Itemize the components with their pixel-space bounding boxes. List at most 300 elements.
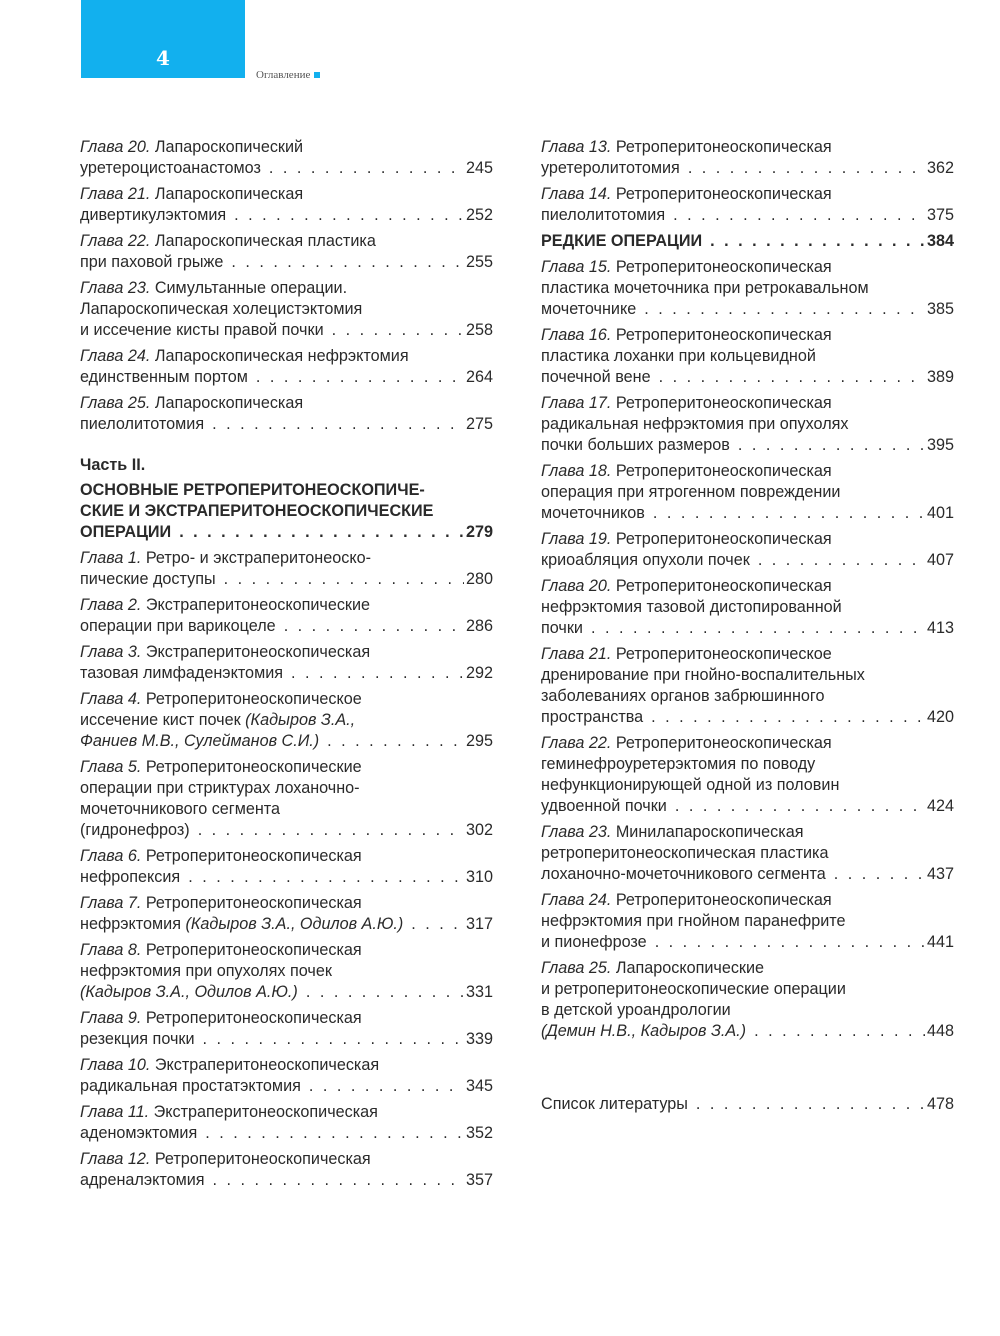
toc-line-text (80, 158, 261, 179)
toc-entry[interactable] (80, 1008, 493, 1050)
line-text: Ретроперитонеоскопическая (141, 941, 362, 959)
dot-leader (198, 820, 464, 841)
dot-leader (696, 1094, 925, 1115)
line-text: почечной вене (541, 368, 651, 386)
toc-entry[interactable] (80, 1149, 493, 1191)
toc-line-text (80, 300, 362, 318)
line-text: Лапароскопическая холецистэктомия (80, 300, 363, 318)
dot-leader (224, 569, 464, 590)
toc-entry[interactable] (80, 893, 493, 935)
line-text: уретеролитотомия (541, 159, 680, 177)
toc-entry[interactable] (541, 733, 954, 817)
line-text: пластика лоханки при кольцевидной (541, 347, 816, 365)
toc-line (541, 367, 954, 388)
page-ref: 317 (465, 915, 493, 933)
toc-line-text (541, 959, 764, 977)
chapter-label: Глава 19. (541, 530, 612, 548)
toc-line-text (80, 138, 303, 156)
toc-line (541, 686, 954, 707)
toc-line (80, 1102, 493, 1123)
line-text: операции при стриктурах лоханочно- (80, 779, 360, 797)
page-ref: 245 (465, 159, 493, 177)
toc-line-text (80, 779, 360, 797)
toc-line (80, 595, 493, 616)
line-text: Симультанные операции. (150, 279, 348, 297)
toc-entry[interactable] (80, 757, 493, 841)
toc-line-text (80, 914, 403, 935)
toc-entry[interactable] (541, 529, 954, 571)
toc-line-text (541, 755, 815, 773)
dot-leader (758, 550, 925, 571)
line-text: мочеточникового сегмента (80, 800, 281, 818)
toc-line (80, 893, 493, 914)
line-text: Ретроперитонеоскопические (141, 758, 362, 776)
chapter-label: Глава 7. (80, 894, 142, 912)
square-marker-icon (314, 72, 320, 78)
line-text: радикальная нефрэктомия при опухолях (541, 415, 849, 433)
toc-line (80, 569, 493, 590)
page-ref: 258 (465, 321, 493, 339)
line-text: аденомэктомия (80, 1124, 198, 1142)
toc-line (541, 137, 954, 158)
line-text: Лапароскопическая (150, 185, 304, 203)
line-text: Лапароскопическая пластика (150, 232, 376, 250)
page-ref: 292 (465, 664, 493, 682)
toc-line (541, 529, 954, 550)
toc-line-text (80, 616, 276, 637)
toc-line (541, 911, 954, 932)
toc-line-text (541, 462, 832, 480)
line-text: Лапароскопические (611, 959, 765, 977)
toc-line-text (80, 1103, 378, 1121)
toc-line-text (541, 158, 680, 179)
toc-line (80, 1076, 493, 1097)
line-text: почки (541, 619, 583, 637)
line-text: Ретроперитонеоскопическая (141, 1009, 362, 1027)
toc-line-text (541, 844, 829, 862)
line-text: дренирование при гнойно-воспалительных (541, 666, 865, 684)
toc-line (80, 710, 493, 731)
toc-entry[interactable] (80, 642, 493, 684)
toc-line-text (541, 618, 583, 639)
line-text: нефрэктомия при гнойном паранефрите (541, 912, 846, 930)
toc-entry[interactable] (541, 257, 954, 320)
toc-line (541, 299, 954, 320)
line-text: ОПЕРАЦИИ (80, 523, 172, 541)
toc-line (80, 961, 493, 982)
dot-leader (688, 158, 925, 179)
toc-line-text (541, 707, 643, 728)
chapter-label: Глава 10. (80, 1056, 151, 1074)
part-heading: Часть II. (80, 456, 146, 474)
dot-leader (644, 299, 925, 320)
toc-line-text (541, 776, 839, 794)
toc-line (80, 799, 493, 820)
line-text: геминефроуретерэктомия по поводу (541, 755, 816, 773)
line-text: Лапароскопический (150, 138, 304, 156)
toc-line-text (80, 522, 171, 543)
toc-line (80, 231, 493, 252)
toc-entry[interactable] (80, 480, 493, 543)
toc-entry[interactable] (541, 890, 954, 953)
chapter-label: Глава 12. (80, 1150, 151, 1168)
chapter-label: Глава 11. (80, 1103, 150, 1121)
toc-line-text (541, 864, 826, 885)
toc-line-text (80, 758, 362, 776)
line-text: Ретроперитонеоскопическая (611, 326, 832, 344)
toc-line (541, 707, 954, 728)
chapter-label: Глава 8. (80, 941, 142, 959)
toc-line (80, 731, 493, 752)
page-ref: 395 (926, 436, 954, 454)
page-number: 4 (156, 46, 170, 70)
toc-line (80, 642, 493, 663)
chapter-label: Глава 23. (541, 823, 612, 841)
toc-line (541, 932, 954, 953)
line-text: Ретроперитонеоскопическая (611, 577, 832, 595)
chapter-label: Глава 25. (80, 394, 151, 412)
toc-line (80, 1008, 493, 1029)
toc-line (80, 137, 493, 158)
toc-line-text (541, 577, 832, 595)
toc-line (541, 184, 954, 205)
toc-line (80, 846, 493, 867)
toc-line (541, 1021, 954, 1042)
line-text: Ретроперитонеоскопическая (611, 138, 832, 156)
toc-line-text (541, 394, 832, 412)
toc-line (541, 796, 954, 817)
toc-line-text (541, 891, 832, 909)
toc-entry[interactable] (80, 346, 493, 388)
chapter-label: Глава 2. (80, 596, 142, 614)
toc-line (541, 665, 954, 686)
chapter-label: Глава 25. (541, 959, 612, 977)
toc-entry[interactable] (541, 958, 954, 1042)
toc-line (541, 461, 954, 482)
dot-leader (234, 205, 464, 226)
toc-line-text (80, 414, 204, 435)
toc-entry[interactable] (541, 231, 954, 252)
dot-leader (651, 707, 925, 728)
toc-entry[interactable] (541, 576, 954, 639)
line-text: Ретроперитонеоскопическая (611, 891, 832, 909)
author-names: (Демин Н.В., Кадыров З.А.) (541, 1022, 747, 1040)
toc-line-text (80, 394, 303, 412)
toc-line-text (80, 643, 370, 661)
author-names: (Кадыров З.А., (245, 711, 356, 729)
line-text: Лапароскопическая нефрэктомия (150, 347, 409, 365)
toc-line (80, 501, 493, 522)
toc-entry[interactable] (541, 644, 954, 728)
line-text: мочеточников (541, 504, 645, 522)
line-text: Лапароскопическая (150, 394, 304, 412)
running-title (256, 69, 320, 81)
line-text: ОСНОВНЫЕ РЕТРОПЕРИТОНЕОСКОПИЧЕ- (80, 481, 425, 499)
line-text: нефрэктомия тазовой дистопированной (541, 598, 842, 616)
toc-line (541, 231, 954, 252)
chapter-label: Глава 15. (541, 258, 612, 276)
toc-line (80, 522, 493, 543)
toc-entry[interactable] (80, 846, 493, 888)
chapter-label: Глава 6. (80, 847, 142, 865)
author-names: (Кадыров З.А., Одилов А.Ю.) (80, 983, 298, 1001)
page-ref: 441 (926, 933, 954, 951)
toc-line-text (80, 232, 376, 250)
chapter-label: Глава 20. (541, 577, 612, 595)
author-names: (Кадыров З.А., Одилов А.Ю.) (185, 915, 404, 933)
author-names: Фаниев М.В., Сулейманов С.И.) (80, 732, 320, 750)
toc-entry[interactable] (541, 1094, 954, 1115)
toc-line-text (541, 503, 645, 524)
line-text: нефрэктомия при опухолях почек (80, 962, 332, 980)
toc-line-text (541, 435, 730, 456)
toc-line-text (80, 1009, 362, 1027)
line-text: операции при варикоцеле (80, 617, 276, 635)
chapter-label: Глава 13. (541, 138, 612, 156)
toc-line-text (80, 320, 324, 341)
toc-entry[interactable] (541, 184, 954, 226)
toc-line-text (80, 962, 332, 980)
toc-line-text (80, 502, 433, 520)
toc-entry[interactable] (80, 1102, 493, 1144)
page-ref: 420 (926, 708, 954, 726)
toc-line-text (541, 185, 832, 203)
page-ref: 339 (465, 1030, 493, 1048)
toc-line-text (80, 279, 347, 297)
toc-entry[interactable] (80, 184, 493, 226)
toc-line (541, 618, 954, 639)
toc-line-text (541, 367, 651, 388)
line-text: (гидронефроз) (80, 821, 190, 839)
toc-line-text (541, 550, 750, 571)
toc-line-text (80, 800, 280, 818)
toc-line (541, 1000, 954, 1021)
page-ref: 275 (465, 415, 493, 433)
toc-line-text (541, 823, 803, 841)
toc-line (541, 325, 954, 346)
toc-line-text (80, 252, 223, 273)
dot-leader (591, 618, 925, 639)
line-text: РЕДКИЕ ОПЕРАЦИИ (541, 232, 703, 250)
toc-line (541, 597, 954, 618)
toc-line (541, 482, 954, 503)
line-text: пространства (541, 708, 644, 726)
toc-entry[interactable] (80, 278, 493, 341)
toc-line (541, 257, 954, 278)
page-ref: 437 (926, 865, 954, 883)
toc-line (80, 940, 493, 961)
chapter-label: Глава 23. (80, 279, 151, 297)
toc-line-text (80, 481, 425, 499)
toc-line-text (80, 867, 180, 888)
toc-line-text (541, 483, 840, 501)
toc-line-text (80, 847, 362, 865)
toc-line-text (80, 1170, 205, 1191)
page-ref: 448 (926, 1022, 954, 1040)
toc-line-text (80, 185, 303, 203)
page-ref: 264 (465, 368, 493, 386)
toc-line (541, 644, 954, 665)
page-number-tab (81, 0, 245, 78)
toc-entry[interactable] (541, 393, 954, 456)
line-text: Экстраперитонеоскопическая (149, 1103, 378, 1121)
page-ref: 295 (465, 732, 493, 750)
toc-line-text (541, 932, 647, 953)
toc-entry[interactable] (80, 689, 493, 752)
line-text: Ретроперитонеоскопическая (611, 185, 832, 203)
line-text: радикальная простатэктомия (80, 1077, 301, 1095)
page-ref: 252 (465, 206, 493, 224)
line-text: Минилапароскопическая (611, 823, 804, 841)
dot-leader (284, 616, 464, 637)
dot-leader (653, 503, 925, 524)
line-text: адреналэктомия (80, 1171, 205, 1189)
toc-entry[interactable] (541, 461, 954, 524)
toc-line-text (80, 820, 190, 841)
toc-line (541, 158, 954, 179)
dot-leader (754, 1021, 925, 1042)
chapter-label: Глава 24. (80, 347, 151, 365)
line-text: пиелолитотомия (80, 415, 205, 433)
line-text: лоханочно-мочеточникового сегмента (541, 865, 826, 883)
line-text: Ретроперитонеоскопическая (611, 462, 832, 480)
line-text: Экстраперитонеоскопическая (150, 1056, 380, 1074)
toc-line (541, 733, 954, 754)
dot-leader (738, 435, 925, 456)
line-text: Ретроперитонеоскопическое (611, 645, 832, 663)
toc-entry[interactable] (80, 393, 493, 435)
toc-entry[interactable] (80, 595, 493, 637)
toc-line (80, 757, 493, 778)
line-text: нефрэктомия (80, 915, 186, 933)
line-text: Ретроперитонеоскопическая (611, 530, 832, 548)
dot-leader (306, 982, 464, 1003)
line-text: пические доступы (80, 570, 216, 588)
dot-leader (655, 932, 925, 953)
line-text: криоабляция опухоли почек (541, 551, 750, 569)
toc-line (541, 958, 954, 979)
toc-entry[interactable] (80, 940, 493, 1003)
toc-line-text (80, 941, 362, 959)
dot-leader (675, 796, 925, 817)
toc-line (80, 548, 493, 569)
line-text: заболеваниях органов забрюшинного (541, 687, 825, 705)
toc-line-text (541, 530, 832, 548)
line-text: удвоенной почки (541, 797, 667, 815)
toc-line (80, 184, 493, 205)
page-ref: 401 (926, 504, 954, 522)
toc-line-text (541, 645, 832, 663)
line-text: и ретроперитонеоскопические операции (541, 980, 846, 998)
line-text: Ретроперитонеоскопическая (611, 394, 832, 412)
toc-line (541, 346, 954, 367)
chapter-label: Глава 24. (541, 891, 612, 909)
page-ref: 302 (465, 821, 493, 839)
page-ref: 389 (926, 368, 954, 386)
line-text: пиелолитотомия (541, 206, 666, 224)
toc-entry[interactable] (80, 1055, 493, 1097)
toc-entry[interactable] (541, 325, 954, 388)
toc-entry[interactable] (541, 822, 954, 885)
running-title-text: Оглавление (256, 69, 311, 81)
line-text: в детской уроандрологии (541, 1001, 731, 1019)
page-ref: 331 (465, 983, 493, 1001)
chapter-label: Глава 22. (541, 734, 612, 752)
chapter-label: Глава 18. (541, 462, 612, 480)
toc-line (541, 890, 954, 911)
page-ref: 375 (926, 206, 954, 224)
dot-leader (411, 914, 464, 935)
toc-line-text (541, 734, 832, 752)
toc-line-text (541, 299, 636, 320)
toc-entry[interactable] (80, 548, 493, 590)
toc-line (541, 550, 954, 571)
dot-leader (179, 522, 464, 543)
toc-line-text (541, 1021, 746, 1042)
page-ref: 279 (465, 523, 493, 541)
toc-line-text (541, 666, 865, 684)
dot-leader (212, 414, 464, 435)
line-text: мочеточнике (541, 300, 637, 318)
toc-line-text (80, 1150, 371, 1168)
line-text: Ретроперитонеоскопическая (141, 894, 362, 912)
page-ref: 255 (465, 253, 493, 271)
page-ref: 413 (926, 619, 954, 637)
toc-line (80, 914, 493, 935)
chapter-label: Глава 21. (541, 645, 612, 663)
dot-leader (205, 1123, 464, 1144)
dot-leader (327, 731, 464, 752)
page-ref: 407 (926, 551, 954, 569)
page-ref: 385 (926, 300, 954, 318)
toc-line-text (541, 205, 665, 226)
line-text: Экстраперитонеоскопическая (141, 643, 371, 661)
line-text: дивертикулэктомия (80, 206, 227, 224)
page-ref: 384 (926, 232, 954, 250)
toc-line-text (541, 138, 832, 156)
toc-line-text (80, 205, 226, 226)
line-text: резекция почки (80, 1030, 195, 1048)
line-text: СКИЕ И ЭКСТРАПЕРИТОНЕОСКОПИЧЕСКИЕ (80, 502, 434, 520)
dot-leader (213, 1170, 464, 1191)
chapter-label: Глава 17. (541, 394, 612, 412)
line-text: Ретроперитонеоскопическая (141, 847, 362, 865)
toc-line (541, 754, 954, 775)
toc-line-text (541, 347, 816, 365)
toc-line-text (80, 549, 371, 567)
line-text: и иссечение кисты правой почки (80, 321, 324, 339)
page-ref: 357 (465, 1171, 493, 1189)
line-text: Экстраперитонеоскопические (141, 596, 371, 614)
toc-entry[interactable] (541, 137, 954, 179)
page-ref: 362 (926, 159, 954, 177)
line-text: единственным портом (80, 368, 248, 386)
toc-line (541, 864, 954, 885)
toc-line-text (541, 980, 846, 998)
chapter-label: Глава 1. (80, 549, 142, 567)
toc-line-text (541, 231, 702, 252)
dot-leader (710, 231, 925, 252)
line-text: при паховой грыже (80, 253, 224, 271)
toc-entry[interactable] (80, 231, 493, 273)
toc-entry[interactable] (80, 137, 493, 179)
page-ref: 478 (926, 1095, 954, 1113)
toc-line-text (80, 1076, 301, 1097)
toc-line-text (541, 326, 832, 344)
page-ref: 286 (465, 617, 493, 635)
line-text: операция при ятрогенном повреждении (541, 483, 841, 501)
line-text: тазовая лимфаденэктомия (80, 664, 283, 682)
